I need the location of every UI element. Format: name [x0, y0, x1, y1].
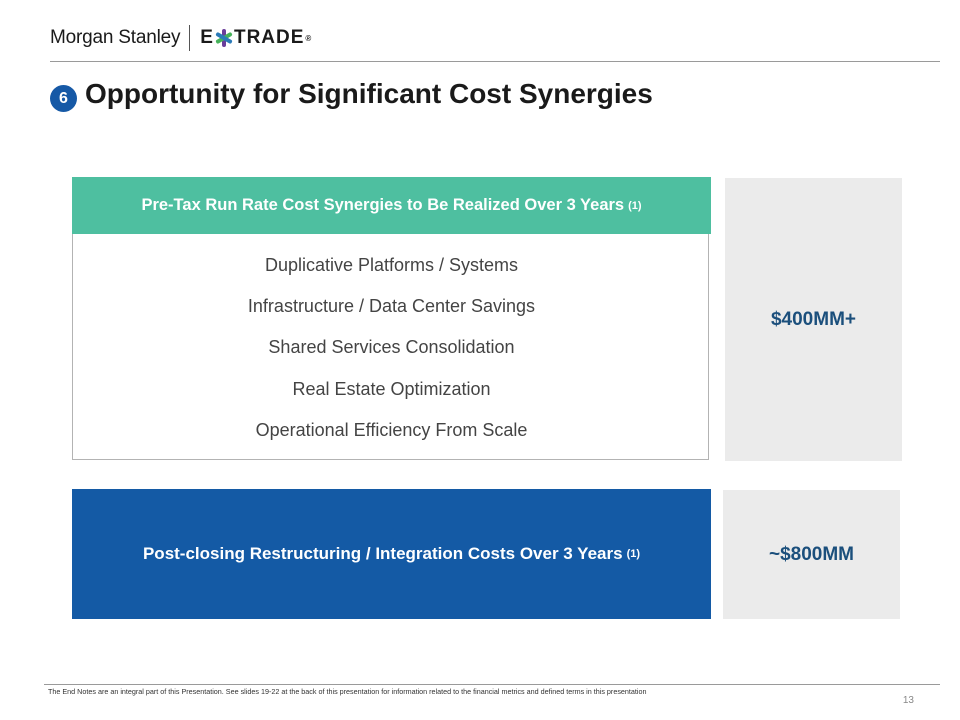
footer-note: The End Notes are an integral part of this Presentation. See slides 19-22 at the back of this presentation for information related to the financial metrics and defined terms in this presentation: [48, 687, 647, 696]
integration-costs-label: Post-closing Restructuring / Integration Costs Over 3 Years: [142, 544, 623, 563]
section-number-badge: 6: [50, 85, 77, 112]
slide-title: Opportunity for Significant Cost Synergies: [85, 78, 653, 109]
synergies-value: $400MM+: [770, 308, 857, 330]
integration-costs-note: (1): [626, 548, 641, 560]
synergies-list: [72, 245, 711, 451]
synergies-header-note: (1): [628, 199, 642, 212]
synergies-header-text: Pre-Tax Run Rate Cost Synergies to Be Realized Over 3 Years: [141, 196, 625, 214]
header-logo: [50, 24, 312, 52]
synergy-item: Shared Services Consolidation: [268, 337, 515, 358]
header-divider: [50, 61, 940, 62]
synergy-item: Infrastructure / Data Center Savings: [247, 296, 536, 317]
synergy-item: Operational Efficiency From Scale: [255, 419, 528, 440]
integration-costs-value-box: [723, 490, 900, 619]
synergy-item: Duplicative Platforms / Systems: [264, 255, 519, 275]
integration-costs-box: [72, 489, 711, 619]
etrade-trademark: ®: [305, 33, 313, 43]
page-number: 13: [902, 695, 914, 706]
synergies-value-box: [725, 178, 902, 461]
etrade-logo: [200, 27, 312, 49]
etrade-star-icon: [215, 29, 233, 47]
footer-divider: [44, 684, 940, 685]
morgan-stanley-logo: Morgan Stanley: [50, 27, 181, 48]
synergy-item: Real Estate Optimization: [292, 378, 491, 399]
logo-divider: [189, 25, 190, 51]
etrade-logo-e: E: [200, 27, 214, 48]
integration-costs-value: ~$800MM: [768, 543, 855, 565]
synergies-header: [72, 177, 711, 234]
etrade-logo-trade: TRADE: [233, 27, 305, 48]
